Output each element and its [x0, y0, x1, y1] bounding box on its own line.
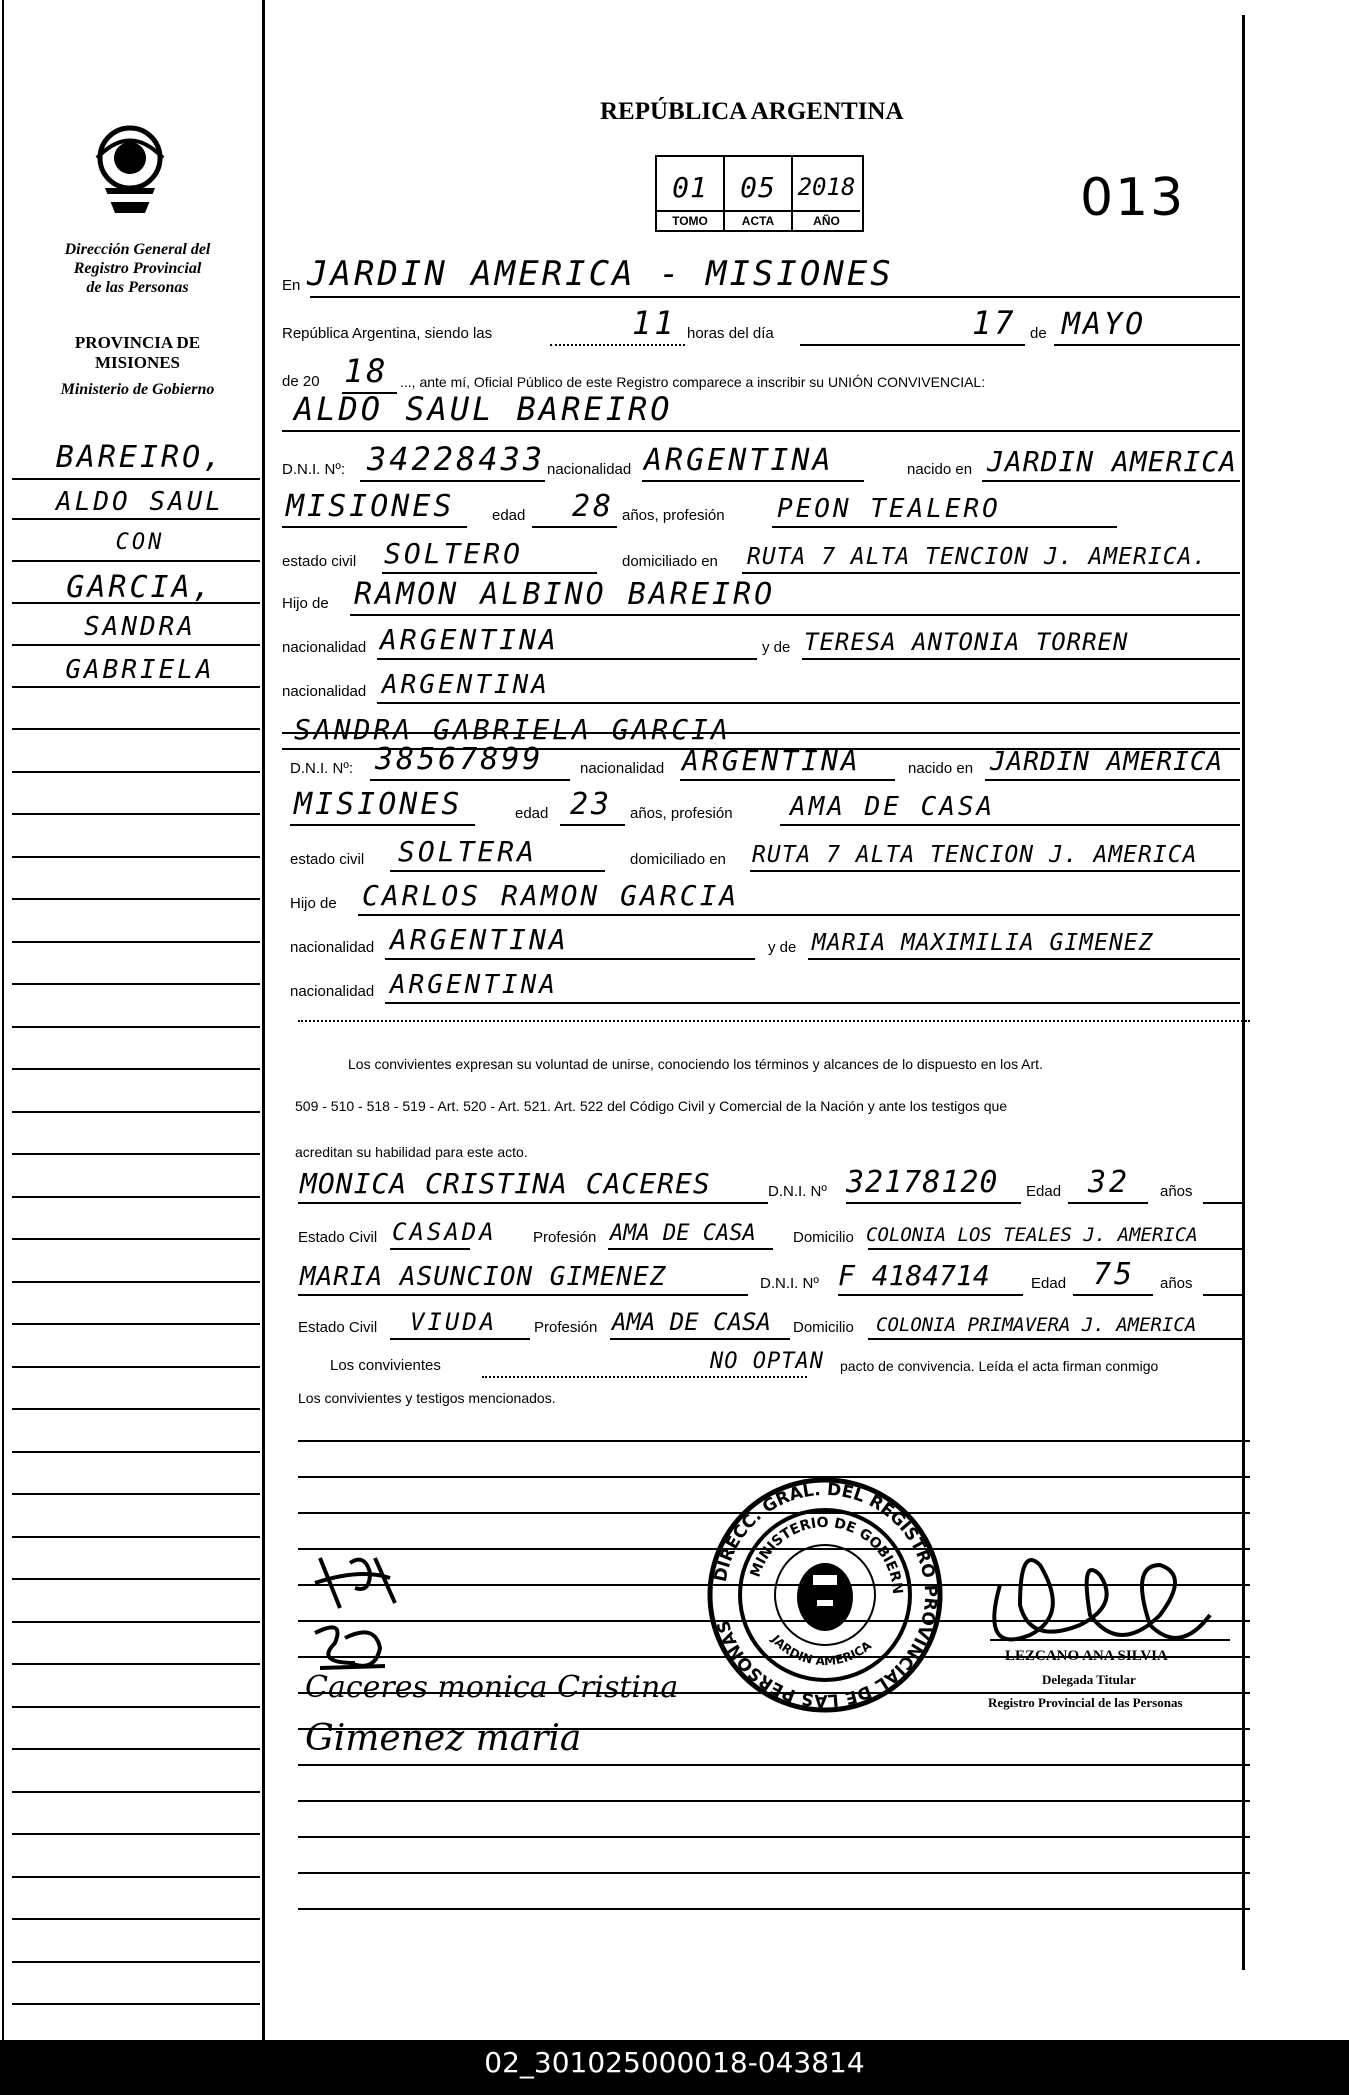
acta-value: 05 — [740, 171, 776, 204]
left-ruled-line — [12, 1068, 260, 1070]
seal-inner-text: MINISTERIO DE GOBIERN — [747, 1514, 906, 1595]
witness2-label-estado-civil: Estado Civil — [298, 1319, 378, 1336]
signature-1 — [310, 1548, 400, 1623]
republic-title: REPÚBLICA ARGENTINA — [600, 98, 904, 125]
left-ruled-line — [12, 983, 260, 985]
person2-madre-row — [290, 914, 1240, 960]
left-ruled-line — [12, 1281, 260, 1283]
tomo-cell — [657, 157, 725, 230]
person2-label-nac-padre: nacionalidad — [290, 939, 375, 956]
left-ruled-line — [12, 771, 260, 773]
witness1-label-dni: D.N.I. Nº — [768, 1183, 827, 1200]
intro-text: ..., ante mí, Oficial Público de este Registro comparece a inscribir su UNIÓN CONVIVENCIAL: — [400, 374, 986, 390]
acta-label: ACTA — [725, 210, 791, 230]
pact-row — [330, 1332, 1250, 1378]
month-value: MAYO — [1062, 307, 1147, 342]
person1-edad-row — [282, 482, 1240, 528]
person1-dni-row — [282, 436, 1240, 482]
person1-dni: 34228433 — [367, 440, 546, 478]
left-ruled-line — [12, 1791, 260, 1793]
witness1-edad: 32 — [1088, 1165, 1131, 1200]
left-ruled-line — [12, 1451, 260, 1453]
annotation-line-5: SANDRA — [84, 612, 196, 642]
person1-nacido-en-cont: MISIONES — [286, 489, 455, 524]
pact-text: pacto de convivencia. Leída el acta firman conmigo — [840, 1358, 1159, 1374]
person2-label-profesion: años, profesión — [630, 805, 733, 822]
witness2-name: MARIA ASUNCION GIMENEZ — [300, 1262, 667, 1292]
person2-label-estado-civil: estado civil — [290, 851, 365, 868]
left-ruled-line — [12, 1578, 260, 1580]
left-ruled-line — [12, 1536, 260, 1538]
witness1-dni: 32178120 — [846, 1165, 999, 1200]
legal-line-1: Los convivientes expresan su voluntad de unirse, conociendo los términos y alcances de lo dispuesto en los Art. — [348, 1056, 1043, 1072]
left-ruled-line — [12, 644, 260, 646]
office-line-2: Registro Provincial — [73, 260, 202, 277]
left-ruled-line — [12, 898, 260, 900]
left-ruled-line — [12, 602, 260, 604]
person1-estado-civil: SOLTERO — [384, 537, 524, 570]
annotation-line-6: GABRIELA — [65, 655, 215, 685]
witness2-name-row — [298, 1250, 1243, 1296]
place-row — [282, 252, 1240, 298]
left-ruled-line — [12, 1621, 260, 1623]
left-ruled-line — [12, 1663, 260, 1665]
left-ruled-line — [12, 813, 260, 815]
left-ruled-line — [12, 1408, 260, 1410]
left-ruled-line — [12, 518, 260, 520]
person2-estado-civil: SOLTERA — [398, 835, 538, 868]
official-name: LEZCANO ANA SILVIA — [1005, 1648, 1168, 1664]
left-ruled-line — [12, 1366, 260, 1368]
person2-madre: MARIA MAXIMILIA GIMENEZ — [812, 930, 1154, 956]
left-ruled-line — [12, 1111, 260, 1113]
person2-label-hijo: Hijo de — [290, 895, 337, 912]
witness1-estado-row — [298, 1204, 1243, 1250]
person1-label-nac-padre: nacionalidad — [282, 639, 367, 656]
person2-padre-row — [290, 870, 1240, 916]
person2-label-nac-madre: nacionalidad — [290, 983, 375, 1000]
official-title: Delegada Titular — [1042, 1672, 1136, 1687]
left-ruled-line — [12, 856, 260, 858]
witness2-label-dni: D.N.I. Nº — [760, 1275, 819, 1292]
day-value: 17 — [972, 304, 1017, 342]
person2-nacido-en: JARDIN AMERICA — [990, 747, 1224, 777]
person2-domicilio: RUTA 7 ALTA TENCION J. AMERICA — [752, 842, 1198, 868]
person2-dni: 38567899 — [375, 742, 544, 777]
person1-estado-row — [282, 528, 1240, 574]
person2-edad: 23 — [570, 787, 613, 822]
left-ruled-line — [12, 1918, 260, 1920]
left-ruled-line — [12, 2003, 260, 2005]
left-ruled-line — [12, 1153, 260, 1155]
seal-outer-text: DIRECC. GRAL. DEL REGISTRO PROVINCIAL DE LAS PERSONAS — [710, 1479, 941, 1711]
acta-cell — [725, 157, 793, 230]
left-ruled-line — [12, 686, 260, 688]
legal-line-3: acreditan su habilidad para este acto. — [295, 1144, 528, 1160]
left-ruled-line — [12, 1026, 260, 1028]
office-line-1: Dirección General del — [64, 241, 211, 258]
person1-padre: RAMON ALBINO BAREIRO — [354, 577, 776, 612]
left-ruled-line — [12, 478, 260, 480]
witness1-domicilio: COLONIA LOS TEALES J. AMERICA — [866, 1224, 1198, 1246]
person2-profesion: AMA DE CASA — [790, 792, 996, 822]
person2-dni-row — [290, 735, 1240, 781]
person2-label-y-de: y de — [768, 939, 797, 956]
signature-ruled-line — [298, 1872, 1250, 1874]
ano-label: AÑO — [793, 210, 860, 230]
label-republica: República Argentina, siendo las — [282, 325, 493, 342]
province-name — [20, 333, 255, 373]
registry-logo — [85, 118, 175, 228]
signature-witness-1: Caceres monica Cristina — [305, 1670, 679, 1705]
person1-label-dni: D.N.I. Nº: — [282, 461, 345, 478]
tomo-label: TOMO — [657, 210, 723, 230]
province-line-1: PROVINCIA DE — [74, 333, 201, 352]
person2-nacionalidad-padre: ARGENTINA — [390, 923, 569, 956]
person1-label-nac-madre: nacionalidad — [282, 683, 367, 700]
person1-nacido-en: JARDIN AMERICA — [987, 445, 1238, 478]
witness2-edad: 75 — [1093, 1257, 1136, 1292]
person1-padre-row — [282, 570, 1240, 616]
witness1-label-estado-civil: Estado Civil — [298, 1229, 378, 1246]
witness1-estado-civil: CASADA — [392, 1218, 497, 1246]
volume-box — [655, 155, 864, 232]
person1-madre: TERESA ANTONIA TORREN — [804, 628, 1129, 656]
signature-ruled-line — [298, 1908, 1250, 1910]
person1-nacionalidad-madre: ARGENTINA — [382, 670, 550, 700]
person1-domicilio: RUTA 7 ALTA TENCION J. AMERICA. — [747, 544, 1208, 570]
witness2-estado-civil: VIUDA — [410, 1308, 498, 1336]
annotation-line-4: GARCIA, — [66, 570, 214, 605]
person2-padre: CARLOS RAMON GARCIA — [362, 879, 740, 912]
person1-label-estado-civil: estado civil — [282, 553, 357, 570]
person1-madre-row — [282, 614, 1240, 660]
year-suffix: 18 — [344, 352, 389, 390]
date-row — [282, 300, 1240, 346]
left-ruled-line — [12, 1876, 260, 1878]
pact-value: NO OPTAN — [710, 1349, 824, 1374]
left-ruled-line — [12, 1706, 260, 1708]
ano-cell — [793, 157, 860, 230]
ministry-name: Ministerio de Gobierno — [60, 381, 215, 398]
hour-value: 11 — [632, 304, 677, 342]
signature-ruled-line — [298, 1440, 1250, 1442]
person2-nacionalidad: ARGENTINA — [682, 744, 861, 777]
signature-ruled-line — [298, 1800, 1250, 1802]
pact-label-convivientes: Los convivientes — [330, 1357, 441, 1374]
left-ruled-line — [12, 728, 260, 730]
province-line-2: MISIONES — [94, 353, 181, 372]
section-divider — [282, 732, 1240, 734]
registry-office-name — [20, 240, 255, 297]
witness2-label-domicilio: Domicilio — [793, 1319, 854, 1336]
person1-label-edad: edad — [492, 507, 526, 524]
ano-value: 2018 — [797, 173, 856, 201]
witness1-label-domicilio: Domicilio — [793, 1229, 854, 1246]
person1-label-profesion: años, profesión — [622, 507, 725, 524]
person1-label-y-de: y de — [762, 639, 791, 656]
witness1-profesion: AMA DE CASA — [610, 1221, 756, 1246]
label-year-prefix: de 20 — [282, 373, 320, 390]
left-ruled-line — [12, 1833, 260, 1835]
person1-label-domicilio: domiciliado en — [622, 553, 718, 570]
tomo-value: 01 — [672, 171, 708, 204]
person1-profesion: PEON TEALERO — [777, 494, 1001, 524]
left-ruled-line — [12, 1196, 260, 1198]
witness2-label-anos: años — [1160, 1275, 1193, 1292]
pact-closing: Los convivientes y testigos mencionados. — [298, 1390, 556, 1406]
signature-ruled-line — [298, 1764, 1250, 1766]
blank-line-1 — [298, 1020, 1250, 1022]
annotation-line-1: BAREIRO, — [55, 440, 225, 475]
person2-label-edad: edad — [515, 805, 549, 822]
signature-witness-2: Gimenez maria — [305, 1718, 582, 1759]
left-ruled-line — [12, 1493, 260, 1495]
form-number: 013 — [1080, 168, 1186, 228]
witness2-dni: F 4184714 — [838, 1259, 990, 1292]
person2-name: SANDRA GABRIELA GARCIA — [294, 713, 731, 746]
annotation-line-3: CON — [115, 530, 165, 555]
person2-nacionalidad-madre: ARGENTINA — [390, 970, 558, 1000]
person2-label-nacido: nacido en — [908, 760, 974, 777]
person2-label-domicilio: domiciliado en — [630, 851, 726, 868]
witness1-name-row — [298, 1158, 1243, 1204]
registry-seal — [705, 1475, 945, 1715]
witness1-label-profesion: Profesión — [533, 1229, 597, 1246]
label-de: de — [1030, 325, 1047, 342]
person1-edad: 28 — [572, 489, 615, 524]
legal-line-2: 509 - 510 - 518 - 519 - Art. 520 - Art. 521. Art. 522 del Código Civil y Comercial de la Nación y ante los testigos que — [295, 1098, 1008, 1114]
annotation-line-2: ALDO SAUL — [56, 487, 224, 517]
witness1-label-anos: años — [1160, 1183, 1193, 1200]
person2-nac-madre-row — [290, 958, 1240, 1004]
person1-label-hijo: Hijo de — [282, 595, 329, 612]
left-margin-border — [2, 0, 4, 2040]
label-en: En — [282, 277, 301, 294]
witness2-label-edad: Edad — [1031, 1275, 1067, 1292]
place-value: JARDIN AMERICA - MISIONES — [307, 254, 894, 294]
person1-nac-madre-row — [282, 658, 1240, 704]
person2-nacido-en-cont: MISIONES — [294, 787, 463, 822]
person1-name-row — [282, 386, 1240, 432]
official-office: Registro Provincial de las Personas — [988, 1695, 1183, 1710]
office-line-3: de las Personas — [86, 279, 189, 296]
left-ruled-line — [12, 1748, 260, 1750]
witness2-profesion: AMA DE CASA — [612, 1308, 771, 1336]
left-ruled-line — [12, 560, 260, 562]
right-border — [1242, 15, 1245, 1970]
person1-name: ALDO SAUL BAREIRO — [294, 390, 673, 428]
person2-estado-row — [290, 826, 1240, 872]
witness2-domicilio: COLONIA PRIMAVERA J. AMERICA — [876, 1314, 1197, 1336]
witness2-label-profesion: Profesión — [534, 1319, 598, 1336]
svg-text:JARDIN AMERICA — [768, 1632, 874, 1669]
left-ruled-line — [12, 1238, 260, 1240]
footer-code: 02_301025000018-043814 — [484, 2046, 865, 2079]
person2-edad-row — [290, 780, 1240, 826]
person1-nacionalidad: ARGENTINA — [644, 443, 834, 478]
left-ruled-line — [12, 1323, 260, 1325]
person2-label-nacionalidad: nacionalidad — [580, 760, 665, 777]
person2-label-dni: D.N.I. Nº: — [290, 760, 353, 777]
signature-ruled-line — [298, 1836, 1250, 1838]
seal-bottom-text: JARDIN AMERICA — [768, 1632, 874, 1669]
left-ruled-line — [12, 941, 260, 943]
person1-label-nacido: nacido en — [907, 461, 973, 478]
witness1-name: MONICA CRISTINA CACERES — [300, 1167, 711, 1200]
center-divider — [262, 0, 265, 2040]
person1-label-nacionalidad: nacionalidad — [547, 461, 632, 478]
label-horas: horas del día — [687, 325, 774, 342]
witness1-label-edad: Edad — [1026, 1183, 1062, 1200]
person1-nacionalidad-padre: ARGENTINA — [380, 623, 559, 656]
left-ruled-line — [12, 1961, 260, 1963]
